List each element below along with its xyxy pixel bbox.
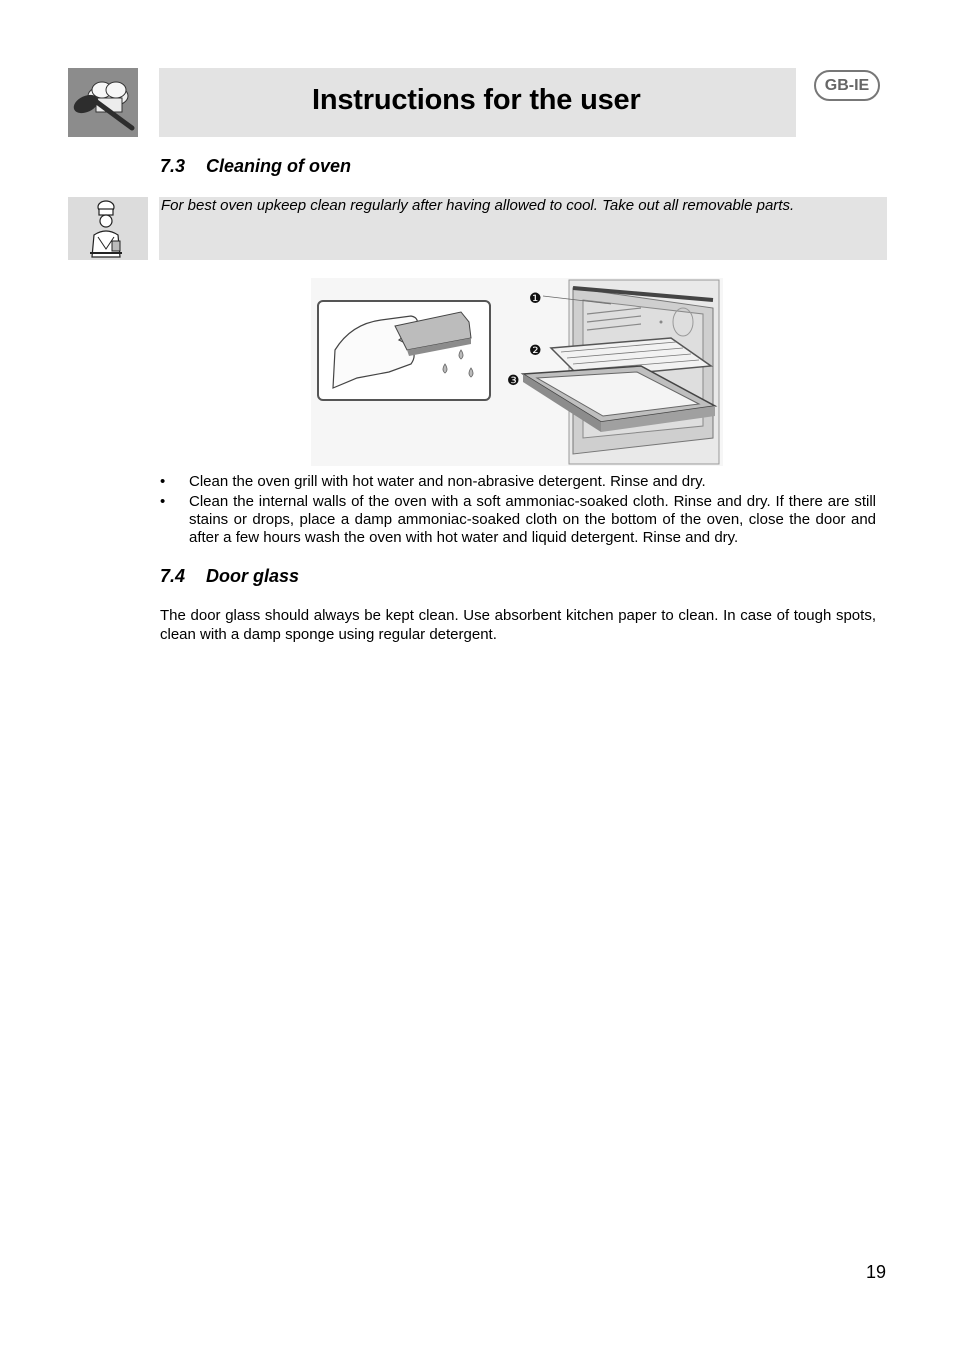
cleaning-instructions-list — [160, 473, 876, 549]
section-heading-door-glass — [160, 566, 299, 587]
callout-2: ❷ — [529, 343, 542, 359]
note-text: For best oven upkeep clean regularly after having allowed to cool. Take out all removable parts. — [161, 197, 795, 214]
list-item — [160, 493, 876, 547]
section-number: 7.3 — [160, 156, 186, 176]
chef-icon-box — [68, 197, 148, 260]
section-title: Door glass — [206, 566, 300, 586]
callout-3: ❸ — [507, 373, 520, 389]
list-item — [160, 473, 876, 491]
callout-1: ❶ — [529, 291, 542, 307]
door-glass-paragraph: The door glass should always be kept clean. Use absorbent kitchen paper to clean. In case of tough spots, clean with a damp sponge using regular detergent. — [160, 607, 876, 643]
oven-cleaning-illustration — [311, 278, 723, 466]
section-title: Cleaning of oven — [206, 156, 352, 176]
section-number: 7.4 — [160, 566, 186, 586]
spoon-icon — [68, 68, 138, 137]
page-title: Instructions for the user — [312, 84, 641, 116]
chef-icon — [68, 197, 148, 260]
section-heading-cleaning — [160, 156, 351, 177]
bullet-symbol: • — [160, 493, 166, 510]
list-item-text: Clean the internal walls of the oven with a soft ammoniac-soaked cloth. Rinse and dry. If there are still stains or drops, place a damp ammoniac-soaked cloth on the bottom of the oven, close the door and after a few hours wash the oven with hot water and liquid detergent. Rinse and dry. — [189, 493, 876, 546]
hand-cloth-panel — [318, 301, 490, 400]
page-number: 19 — [866, 1262, 887, 1282]
spoon-chef-hat-logo — [68, 68, 138, 137]
region-badge: GB-IE — [814, 70, 880, 101]
bullet-symbol: • — [160, 473, 166, 490]
list-item-text: Clean the oven grill with hot water and non-abrasive detergent. Rinse and dry. — [189, 473, 706, 490]
